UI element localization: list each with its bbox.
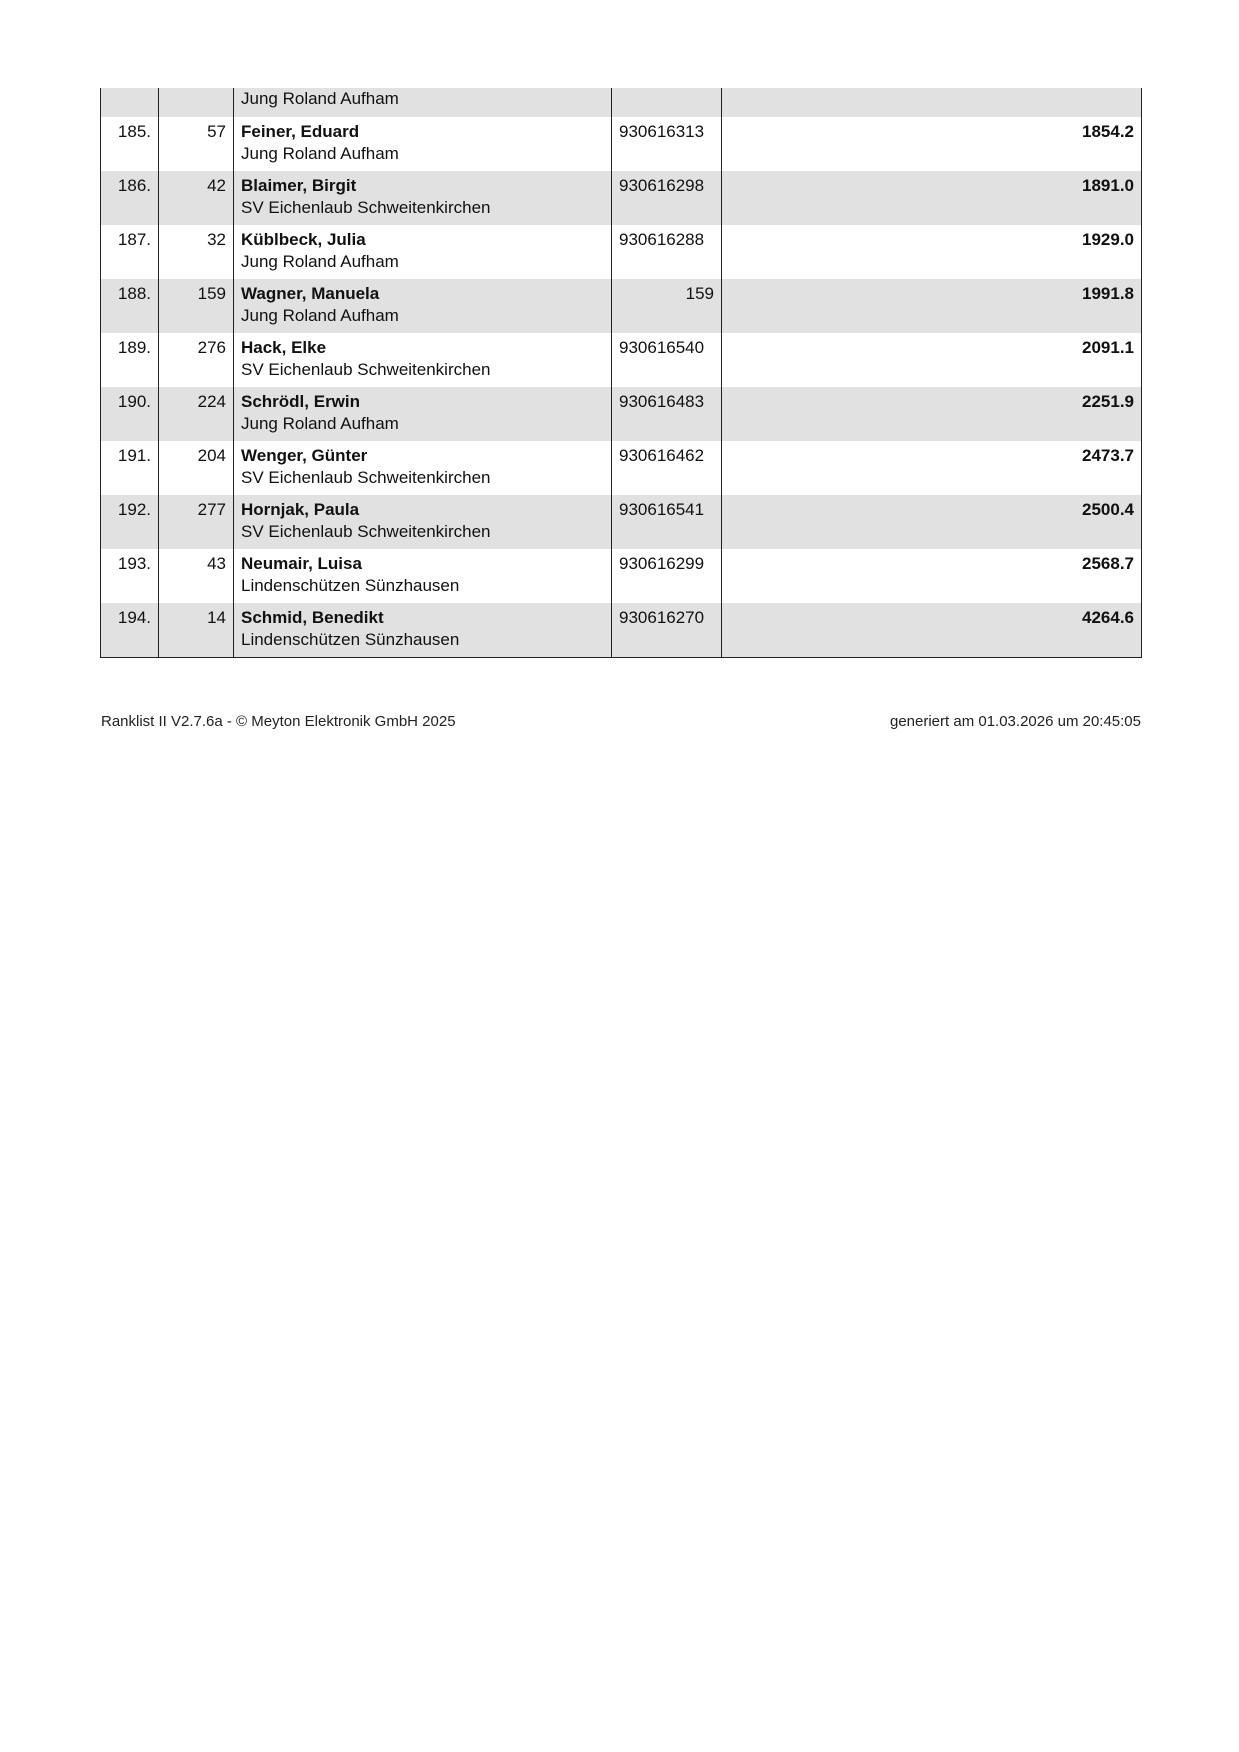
club-name: Jung Roland Aufham <box>241 414 399 433</box>
shooter-name: Hornjak, Paula <box>241 500 360 519</box>
id-cell: 930616483 <box>612 387 722 441</box>
shooter-name: Feiner, Eduard <box>241 122 360 141</box>
start-number-cell: 276 <box>159 333 234 387</box>
club-name: Jung Roland Aufham <box>241 144 399 163</box>
rank-cell: 194. <box>101 603 159 658</box>
id-cell: 930616462 <box>612 441 722 495</box>
name-cell <box>234 495 612 549</box>
club-name: SV Eichenlaub Schweitenkirchen <box>241 522 491 541</box>
table-row <box>101 171 1142 225</box>
table-row <box>101 333 1142 387</box>
start-number-cell: 42 <box>159 171 234 225</box>
score-cell: 2500.4 <box>722 495 1142 549</box>
rank-cell <box>101 88 159 117</box>
rank-cell: 191. <box>101 441 159 495</box>
id-cell: 930616541 <box>612 495 722 549</box>
start-number-cell: 224 <box>159 387 234 441</box>
shooter-name: Blaimer, Birgit <box>241 176 357 195</box>
club-name: SV Eichenlaub Schweitenkirchen <box>241 198 491 217</box>
name-cell <box>234 279 612 333</box>
score-cell: 2091.1 <box>722 333 1142 387</box>
footer-generated-timestamp: generiert am 01.03.2026 um 20:45:05 <box>889 713 1141 730</box>
start-number-cell: 14 <box>159 603 234 658</box>
shooter-name: Küblbeck, Julia <box>241 230 366 249</box>
table-row-continuation <box>101 88 1142 117</box>
table-row <box>101 117 1142 171</box>
score-cell: 1991.8 <box>722 279 1142 333</box>
start-number-cell: 204 <box>159 441 234 495</box>
id-cell: 930616540 <box>612 333 722 387</box>
club-name: SV Eichenlaub Schweitenkirchen <box>241 468 491 487</box>
score-cell: 1854.2 <box>722 117 1142 171</box>
table-row <box>101 603 1142 658</box>
name-cell <box>234 225 612 279</box>
club-name: SV Eichenlaub Schweitenkirchen <box>241 360 491 379</box>
table-row <box>101 225 1142 279</box>
name-cell <box>234 603 612 658</box>
rank-cell: 186. <box>101 171 159 225</box>
club-name: Jung Roland Aufham <box>241 89 399 108</box>
rank-cell: 188. <box>101 279 159 333</box>
id-cell: 930616299 <box>612 549 722 603</box>
name-cell <box>234 387 612 441</box>
id-cell: 930616270 <box>612 603 722 658</box>
shooter-name: Hack, Elke <box>241 338 327 357</box>
id-cell: 930616288 <box>612 225 722 279</box>
rank-cell: 185. <box>101 117 159 171</box>
score-cell: 2473.7 <box>722 441 1142 495</box>
id-cell: 930616313 <box>612 117 722 171</box>
name-cell <box>234 171 612 225</box>
club-name: Lindenschützen Sünzhausen <box>241 576 460 595</box>
name-cell <box>234 333 612 387</box>
score-cell: 2251.9 <box>722 387 1142 441</box>
shooter-name: Wenger, Günter <box>241 446 368 465</box>
score-cell <box>722 88 1142 117</box>
start-number-cell <box>159 88 234 117</box>
club-name: Lindenschützen Sünzhausen <box>241 630 460 649</box>
name-cell <box>234 88 612 117</box>
table-row <box>101 279 1142 333</box>
table-row <box>101 549 1142 603</box>
start-number-cell: 32 <box>159 225 234 279</box>
id-cell <box>612 88 722 117</box>
ranklist-table <box>100 88 1142 658</box>
ranklist-table-container <box>100 88 1141 658</box>
table-row <box>101 441 1142 495</box>
rank-cell: 190. <box>101 387 159 441</box>
start-number-cell: 277 <box>159 495 234 549</box>
id-cell: 159 <box>612 279 722 333</box>
club-name: Jung Roland Aufham <box>241 252 399 271</box>
shooter-name: Neumair, Luisa <box>241 554 362 573</box>
name-cell <box>234 549 612 603</box>
start-number-cell: 43 <box>159 549 234 603</box>
score-cell: 1891.0 <box>722 171 1142 225</box>
rank-cell: 187. <box>101 225 159 279</box>
name-cell <box>234 441 612 495</box>
table-row <box>101 495 1142 549</box>
score-cell: 1929.0 <box>722 225 1142 279</box>
shooter-name: Schrödl, Erwin <box>241 392 361 411</box>
start-number-cell: 57 <box>159 117 234 171</box>
id-cell: 930616298 <box>612 171 722 225</box>
shooter-name: Schmid, Benedikt <box>241 608 384 627</box>
ranklist-rows <box>101 88 1142 658</box>
start-number-cell: 159 <box>159 279 234 333</box>
rank-cell: 189. <box>101 333 159 387</box>
score-cell: 4264.6 <box>722 603 1142 658</box>
shooter-name: Wagner, Manuela <box>241 284 380 303</box>
name-cell <box>234 117 612 171</box>
table-row <box>101 387 1142 441</box>
footer-copyright: Ranklist II V2.7.6a - © Meyton Elektronik GmbH 2025 <box>101 713 456 730</box>
rank-cell: 193. <box>101 549 159 603</box>
rank-cell: 192. <box>101 495 159 549</box>
club-name: Jung Roland Aufham <box>241 306 399 325</box>
score-cell: 2568.7 <box>722 549 1142 603</box>
